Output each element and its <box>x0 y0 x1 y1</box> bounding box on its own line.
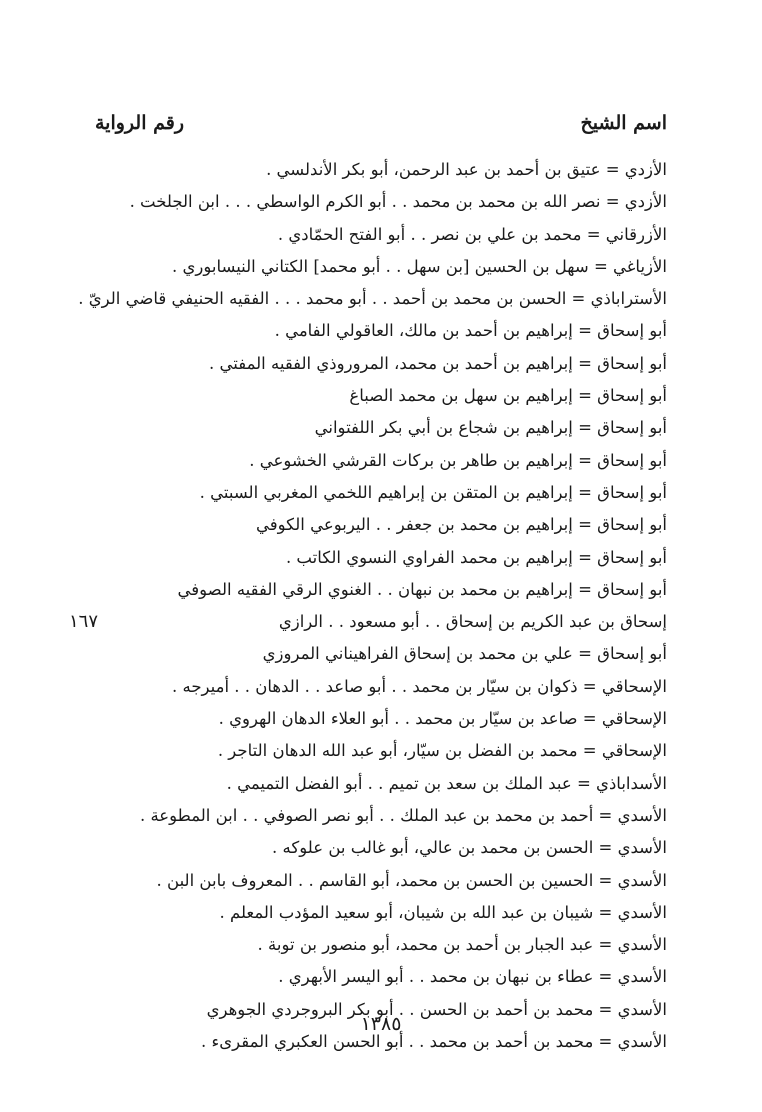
entry-text: أبو إسحاق = إبراهيم بن سهل بن محمد الصباغ <box>349 386 667 406</box>
index-entry <box>97 735 667 767</box>
index-entry <box>97 477 667 509</box>
index-entry <box>97 865 667 897</box>
entry-text: الأستراباذي = الحسن بن محمد بن أحمد . . أبو محمد . . . الفقيه الحنيفي قاضي الريّ . <box>78 289 667 309</box>
entry-text: الأزدي = عتيق بن أحمد بن عبد الرحمن، أبو بكر الأندلسي . <box>266 160 667 179</box>
index-entry <box>97 412 667 444</box>
index-entry <box>97 638 667 670</box>
index-entry <box>97 445 667 477</box>
index-entry <box>78 283 667 315</box>
entry-text: أبو إسحاق = إبراهيم بن أحمد بن محمد، المروروذي الفقيه المفتي . <box>209 353 667 373</box>
entry-text: أبو إسحاق = إبراهيم بن محمد الفراوي النسوي الكاتب . <box>285 547 667 567</box>
entry-text: الأزدي = نصر الله بن محمد بن محمد . . أبو الكرم الواسطي . . . ابن الجلخت . <box>129 192 667 212</box>
page-number: ١٣٨٥ <box>360 1013 402 1035</box>
index-entry <box>69 606 667 638</box>
entry-text: أبو إسحاق = إبراهيم بن المتقن بن إبراهيم اللخمي المغربي السبتي . <box>199 482 667 502</box>
index-entry <box>97 315 667 347</box>
entry-text: الأسدي = محمد بن أحمد بن الحسن . . أبو بكر البروجردي الجوهري <box>206 999 667 1019</box>
entry-text: الأسدي = الحسن بن محمد بن عالي، أبو غالب بن علوكه . <box>272 838 667 858</box>
entry-text: الإسحاقي = ذكوان بن سيّار بن محمد . . أبو صاعد . . الدهان . . أميرجه . <box>172 676 667 696</box>
index-entry <box>97 542 667 574</box>
entry-text: الأزياغي = سهل بن الحسين [بن سهل . . أبو محمد] الكتاني النيسابوري . <box>171 256 667 276</box>
entry-text: الإسحاقي = صاعد بن سيّار بن محمد . . أبو العلاء الدهان الهروي . <box>218 709 667 729</box>
table-header <box>95 112 667 134</box>
index-entry <box>97 671 667 703</box>
index-entry <box>97 380 667 412</box>
index-entry <box>97 509 667 541</box>
entry-text: الأسداباذي = عبد الملك بن سعد بن تميم . . أبو الفضل التميمي . <box>226 773 667 793</box>
entry-text: الإسحاقي = محمد بن الفضل بن سيّار، أبو عبد الله الدهان التاجر . <box>217 741 667 761</box>
entry-text: أبو إسحاق = إبراهيم بن شجاع بن أبي بكر اللفتواني <box>314 418 667 438</box>
entry-text: أبو إسحاق = إبراهيم بن أحمد بن مالك، العاقولي الفامي . <box>274 321 667 341</box>
index-entry <box>97 832 667 864</box>
index-entry <box>97 929 667 961</box>
sheikh-name-header: اسم الشيخ <box>580 112 667 134</box>
index-entry <box>97 186 667 218</box>
index-entry <box>97 574 667 606</box>
entry-text: الأسدي = الحسين بن الحسن بن محمد، أبو القاسم . . المعروف بابن البن . <box>156 870 667 890</box>
narration-number-header: رقم الرواية <box>95 112 184 134</box>
index-entry <box>97 154 667 186</box>
index-entry <box>97 800 667 832</box>
entry-text: أبو إسحاق = إبراهيم بن محمد بن نبهان . . الغنوي الرقي الفقيه الصوفي <box>177 579 667 599</box>
index-entry <box>97 768 667 800</box>
index-entry <box>97 897 667 929</box>
index-entry <box>97 961 667 993</box>
entry-text: أبو إسحاق = إبراهيم بن طاهر بن بركات القرشي الخشوعي . <box>249 450 667 470</box>
entry-text: إسحاق بن عبد الكريم بن إسحاق . . أبو مسعود . . الرازي <box>278 612 667 632</box>
entry-text: أبو إسحاق = علي بن محمد بن إسحاق الفراهيناني المروزي <box>262 644 667 664</box>
index-entry <box>97 219 667 251</box>
entry-text: الأسدي = أحمد بن محمد بن عبد الملك . . أبو نصر الصوفي . . ابن المطوعة . <box>139 805 667 825</box>
entry-text: الأسدي = عطاء بن نبهان بن محمد . . أبو اليسر الأبهري . <box>278 967 667 987</box>
entry-text: الأسدي = شيبان بن عبد الله بن شيبان، أبو سعيد المؤدب المعلم . <box>219 902 667 922</box>
entry-text: الأزرقاني = محمد بن علي بن نصر . . أبو الفتح الحمّادي . <box>277 224 667 244</box>
index-entry <box>97 703 667 735</box>
index-entry <box>97 251 667 283</box>
entry-text: أبو إسحاق = إبراهيم بن محمد بن جعفر . . اليربوعي الكوفي <box>255 515 667 535</box>
sheikh-index-list <box>69 154 667 1058</box>
narration-number: ١٦٧ <box>69 611 99 633</box>
entry-text: الأسدي = عبد الجبار بن أحمد بن محمد، أبو منصور بن توبة . <box>257 935 667 955</box>
index-entry <box>97 348 667 380</box>
entry-text: الأسدي = محمد بن أحمد بن محمد . . أبو الحسن العكبري المقرىء . <box>200 1032 667 1052</box>
